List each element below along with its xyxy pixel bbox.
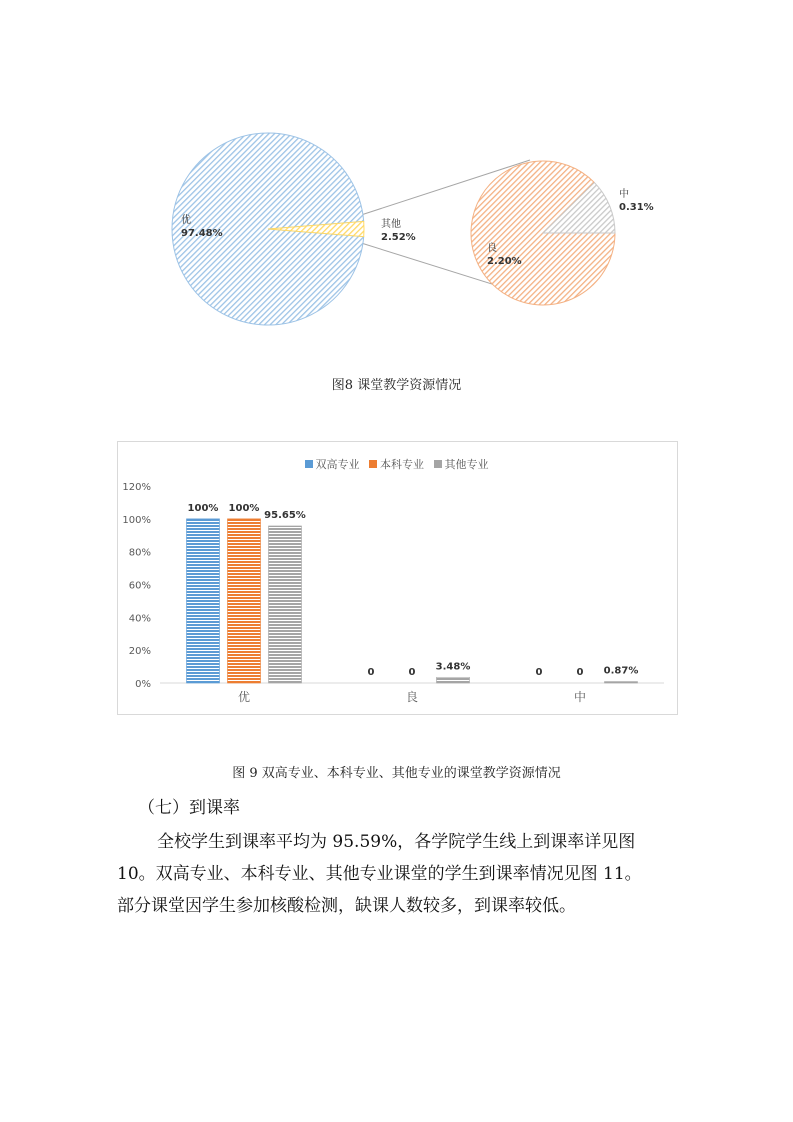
- pie-label-you-name: 优: [181, 215, 191, 226]
- x-category-label: 优: [237, 690, 251, 704]
- y-tick-label: 0%: [135, 679, 151, 690]
- y-tick-label: 60%: [128, 580, 151, 592]
- y-tick-label: 100%: [122, 514, 151, 526]
- bar-data-label: 3.48%: [435, 661, 471, 673]
- bar-data-label: 0: [535, 667, 543, 678]
- figure9-caption: 图 9 双高专业、本科专业、其他专业的课堂教学资源情况: [232, 766, 561, 781]
- legend-item-shuanggao: [305, 456, 360, 472]
- pie-label-other-name: 其他: [381, 219, 401, 230]
- x-category-label: 良: [405, 690, 419, 704]
- pie-label-liang: [487, 242, 522, 268]
- x-category-label: 中: [573, 690, 587, 704]
- pie-label-zhong-name: 中: [619, 189, 629, 200]
- figure8-caption: 图8 课堂教学资源情况: [331, 378, 462, 393]
- pie-label-other: [381, 218, 416, 244]
- y-tick-label: 120%: [122, 482, 151, 493]
- legend-item-qita: [434, 456, 489, 472]
- section-heading: （七）到课率: [138, 798, 240, 818]
- bar-chart-legend: [0, 456, 793, 472]
- bar-data-label: 95.65%: [264, 509, 306, 521]
- legend-swatch-qita: [434, 460, 442, 468]
- pie-label-zhong: [619, 188, 654, 214]
- pie-label-other-value: 2.52%: [381, 232, 416, 243]
- pie-label-liang-name: 良: [487, 243, 497, 254]
- pie-label-you-value: 97.48%: [181, 228, 223, 239]
- y-tick-label: 80%: [128, 547, 151, 559]
- bar-data-label: 0: [576, 667, 584, 678]
- pie-label-zhong-value: 0.31%: [619, 202, 654, 213]
- legend-label-benke: 本科专业: [380, 458, 424, 471]
- pie-label-you: [181, 214, 223, 240]
- paragraph-line-3: 部分课堂因学生参加核酸检测，缺课人数较多，到课率较低。: [117, 896, 576, 916]
- bar-data-label: 100%: [228, 502, 260, 514]
- bar-data-label: 0: [367, 667, 375, 678]
- paragraph-line-1: 全校学生到课率平均为 95.59%，各学院学生线上到课率详见图: [157, 832, 636, 852]
- paragraph-line-2: 10。双高专业、本科专业、其他专业课堂的学生到课率情况见图 11。: [117, 864, 642, 884]
- legend-label-shuanggao: 双高专业: [315, 458, 360, 471]
- legend-swatch-benke: [369, 460, 377, 468]
- y-tick-label: 20%: [128, 646, 151, 658]
- y-tick-label: 40%: [128, 613, 151, 625]
- bar-data-label: 100%: [187, 502, 219, 514]
- pie-label-liang-value: 2.20%: [487, 256, 522, 267]
- bar-data-label: 0.87%: [603, 665, 639, 677]
- bar-chart-frame: [117, 441, 678, 715]
- legend-item-benke: [369, 456, 424, 472]
- legend-label-qita: 其他专业: [444, 458, 489, 471]
- legend-swatch-shuanggao: [305, 460, 313, 468]
- bar-data-label: 0: [408, 667, 416, 678]
